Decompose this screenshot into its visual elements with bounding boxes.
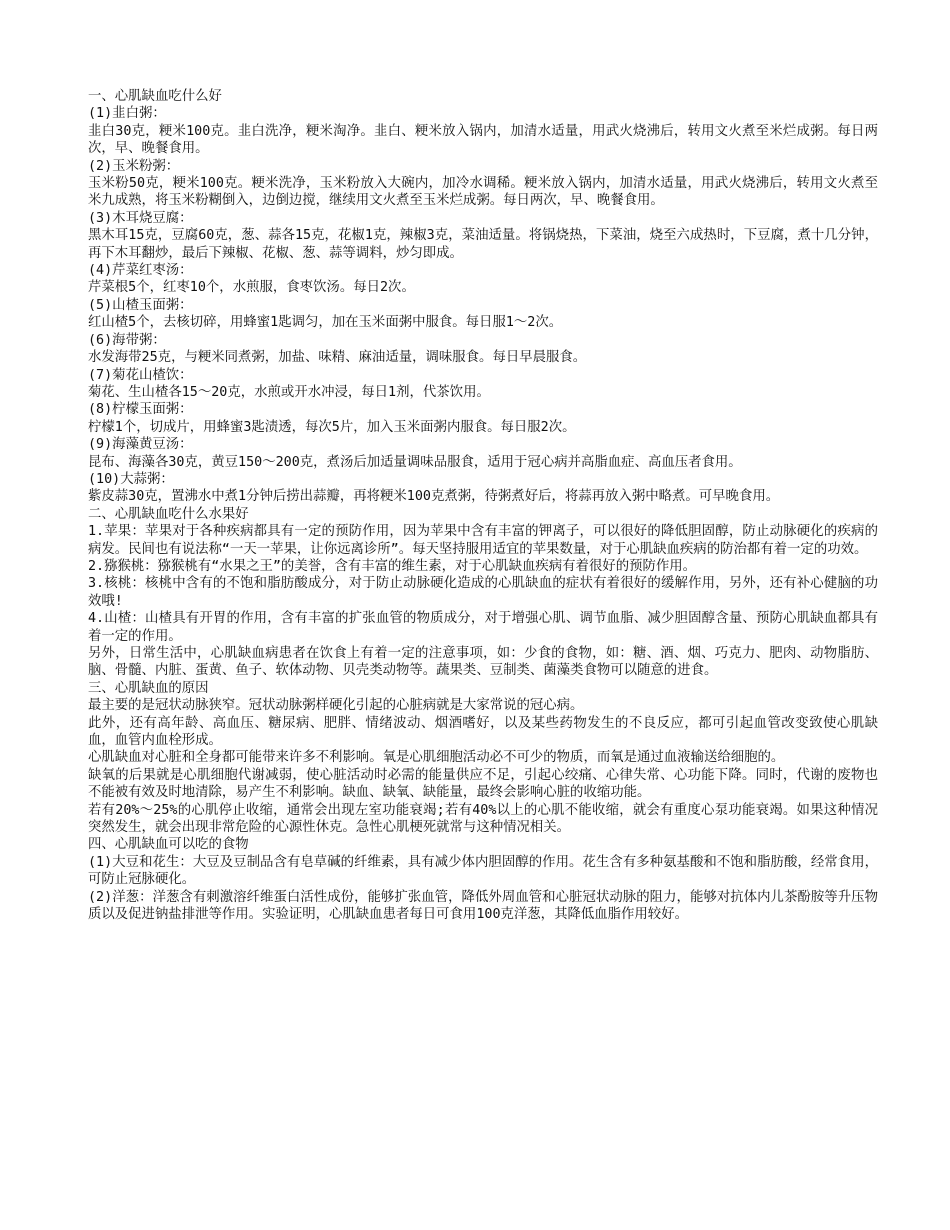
recipe-text: 紫皮蒜30克，置沸水中煮1分钟后捞出蒜瓣，再将粳米100克煮粥，待粥煮好后，将蒜再放入粥中略煮。可早晚食用。 [88,489,780,505]
food-item: (2)洋葱：洋葱含有刺激溶纤维蛋白活性成份，能够扩张血管，降低外周血管和心脏冠状动脉的阻力，能够对抗体内儿茶酚胺等升压物质以及促进钠盐排泄等作用。实验证明，心肌缺血患者每日可食用100克洋葱，其降低血脂作用较好。 [88,889,878,923]
recipe-title: (10)大蒜粥： [88,471,174,487]
recipe-title: (2)玉米粉粥： [88,158,180,174]
fruit-item: 1.苹果：苹果对于各种疾病都具有一定的预防作用，因为苹果中含有丰富的钾离子，可以很好的降低胆固醇，防止动脉硬化的疾病的病发。民间也有说法称“一天一苹果，让你远离诊所”。每天坚持服用适宜的苹果数量，对于心肌缺血疾病的防治都有着一定的功效。 [88,524,878,557]
body-paragraph: 另外，日常生活中，心肌缺血病患者在饮食上有着一定的注意事项，如：少食的食物，如：糖、酒、烟、巧克力、肥肉、动物脂肪、脑、骨髓、内脏、蛋黄、鱼子、软体动物、贝壳类动物等。蔬果类、豆制类、菌藻类食物可以随意的进食。 [88,646,878,679]
fruit-item: 4.山楂：山楂具有开胃的作用，含有丰富的扩张血管的物质成分，对于增强心肌、调节血脂、减少胆固醇含量、预防心肌缺血都具有着一定的作用。 [88,611,878,644]
recipe-text: 芹菜根5个，红枣10个，水煎服，食枣饮汤。每日2次。 [88,280,415,296]
recipe-title: (3)木耳烧豆腐： [88,210,193,226]
recipe-text: 昆布、海藻各30克，黄豆150～200克，煮汤后加适量调味品服食，适用于冠心病并高脂血症、高血压者食用。 [88,454,742,470]
recipe-text: 玉米粉50克，粳米100克。粳米洗净，玉米粉放入大碗内，加冷水调稀。粳米放入锅内，加清水适量，用武火烧沸后，转用文火煮至米九成熟，将玉米粉糊倒入，边倒边搅，继续用文火煮至玉米烂成粥。每日两次，早、晚餐食用。 [88,176,878,209]
recipe-title: (9)海藻黄豆汤： [88,437,193,453]
recipe-title: (6)海带粥： [88,332,166,348]
recipe-text: 水发海带25克，与粳米同煮粥，加盐、味精、麻油适量，调味服食。每日早晨服食。 [88,350,587,366]
recipe-text: 柠檬1个，切成片，用蜂蜜3匙渍透，每次5片，加入玉米面粥内服食。每日服2次。 [88,419,576,435]
recipe-title: (7)菊花山楂饮： [88,367,193,383]
body-paragraph: 此外，还有高年龄、高血压、糖尿病、肥胖、情绪波动、烟酒嗜好，以及某些药物发生的不良反应，都可引起血管改变致使心肌缺血，血管内血栓形成。 [88,715,878,749]
food-item: (1)大豆和花生：大豆及豆制品含有皂草碱的纤维素，具有减少体内胆固醇的作用。花生含有多种氨基酸和不饱和脂肪酸，经常食用，可防止冠脉硬化。 [88,854,878,888]
recipe-text: 韭白30克，粳米100克。韭白洗净，粳米淘净。韭白、粳米放入锅内，加清水适量，用武火烧沸后，转用文火煮至米烂成粥。每日两次，早、晚餐食用。 [88,123,878,157]
section-heading-foods: 四、心肌缺血可以吃的食物 [88,837,249,853]
recipe-title: (8)柠檬玉面粥： [88,402,193,418]
recipe-title: (1)韭白粥： [88,106,166,122]
recipe-title: (4)芹菜红枣汤： [88,263,193,279]
recipe-title: (5)山楂玉面粥： [88,297,193,313]
section-heading-diet: 一、心肌缺血吃什么好 [88,89,222,104]
body-paragraph: 最主要的是冠状动脉狭窄。冠状动脉粥样硬化引起的心脏病就是大家常说的冠心病。 [88,698,584,714]
body-paragraph: 缺氧的后果就是心肌细胞代谢减弱，使心脏活动时必需的能量供应不足，引起心绞痛、心律失常、心功能下降。同时，代谢的废物也不能被有效及时地清除，易产生不利影响。缺血、缺氧、缺能量，最终会影响心脏的收缩功能。 [88,767,878,801]
fruit-item: 2.猕猴桃：猕猴桃有“水果之王”的美誉，含有丰富的维生素，对于心肌缺血疾病有着很好的预防作用。 [88,558,697,574]
section-heading-causes: 三、心肌缺血的原因 [88,680,209,696]
fruit-item: 3.核桃：核桃中含有的不饱和脂肪酸成分，对于防止动脉硬化造成的心肌缺血的症状有着很好的缓解作用，另外，还有补心健脑的功效哦! [88,576,878,609]
body-paragraph: 心肌缺血对心脏和全身都可能带来许多不利影响。氧是心肌细胞活动必不可少的物质，而氧是通过血液输送给细胞的。 [88,750,785,766]
body-paragraph: 若有20%～25%的心肌停止收缩，通常会出现左室功能衰竭;若有40%以上的心肌不能收缩，就会有重度心泵功能衰竭。如果这种情况突然发生，就会出现非常危险的心源性休克。急性心肌梗死就常与这种情况相关。 [88,802,878,836]
document-body [88,88,878,924]
section-heading-fruit: 二、心肌缺血吃什么水果好 [88,506,249,522]
recipe-text: 菊花、生山楂各15～20克，水煎或开水冲浸，每日1剂，代茶饮用。 [88,384,490,400]
recipe-text: 红山楂5个，去核切碎，用蜂蜜1匙调匀，加在玉米面粥中服食。每日服1～2次。 [88,315,563,331]
recipe-text: 黑木耳15克，豆腐60克，葱、蒜各15克，花椒1克，辣椒3克，菜油适量。将锅烧热，下菜油，烧至六成热时，下豆腐，煮十几分钟，再下木耳翻炒，最后下辣椒、花椒、葱、蒜等调料，炒匀即成。 [88,228,878,261]
